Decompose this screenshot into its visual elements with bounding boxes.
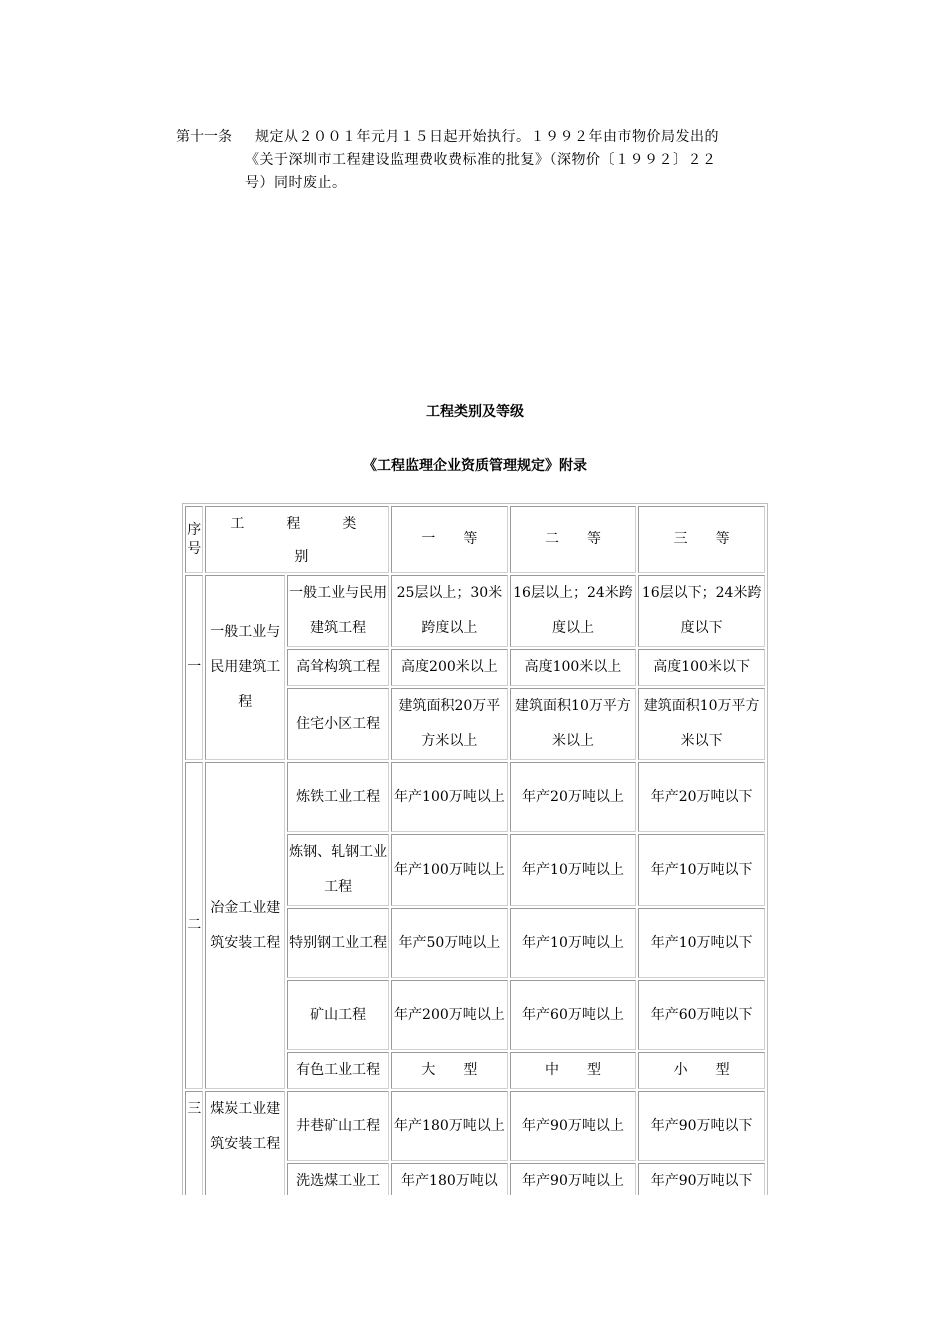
header-grade3: 三 等 <box>638 506 765 573</box>
grade1-cell: 大 型 <box>391 1052 507 1089</box>
header-grade2: 二 等 <box>510 506 637 573</box>
grade2-cell: 建筑面积10万平方米以上 <box>510 688 637 760</box>
grade3-cell: 年产10万吨以下 <box>638 834 765 906</box>
grade3-cell: 年产60万吨以下 <box>638 980 765 1050</box>
article-text-line1: 规定从２００１年元月１５日起开始执行。１９９２年由市物价局发出的 <box>255 129 719 145</box>
grade3-cell: 高度100米以下 <box>638 649 765 686</box>
table-row <box>185 762 765 832</box>
grade1-cell: 25层以上；30米跨度以上 <box>391 575 507 647</box>
grade2-cell: 年产10万吨以上 <box>510 908 637 978</box>
grade2-cell: 年产90万吨以上 <box>510 1091 637 1161</box>
grade2-cell: 年产90万吨以上 <box>510 1163 637 1195</box>
grade1-cell: 年产200万吨以上 <box>391 980 507 1050</box>
grade1-cell: 年产100万吨以上 <box>391 834 507 906</box>
group-name: 冶金工业建筑安装工程 <box>205 762 285 1089</box>
grade3-cell: 16层以下；24米跨度以下 <box>638 575 765 647</box>
article-label: 第十一条 <box>176 129 232 145</box>
grade1-cell: 年产180万吨以上 <box>391 1091 507 1161</box>
grade3-cell: 小 型 <box>638 1052 765 1089</box>
group-name: 一般工业与民用建筑工程 <box>205 575 285 760</box>
sub-category: 炼铁工业工程 <box>287 762 389 832</box>
table-row <box>185 575 765 647</box>
header-category: 工 程 类 别 <box>205 506 389 573</box>
grade2-cell: 年产20万吨以上 <box>510 762 637 832</box>
grade3-cell: 年产20万吨以下 <box>638 762 765 832</box>
grade1-cell: 高度200米以上 <box>391 649 507 686</box>
group-name: 煤炭工业建筑安装工程 <box>205 1091 285 1195</box>
sub-category: 一般工业与民用建筑工程 <box>287 575 389 647</box>
header-seq: 序 号 <box>185 506 203 573</box>
table-header-row <box>185 506 765 573</box>
grade3-cell: 年产90万吨以下 <box>638 1091 765 1161</box>
page-subtitle: 《工程监理企业资质管理规定》附录 <box>363 458 587 474</box>
sub-category: 井巷矿山工程 <box>287 1091 389 1161</box>
grade1-cell: 年产50万吨以上 <box>391 908 507 978</box>
group-number: 三 <box>185 1091 203 1195</box>
grade2-cell: 年产60万吨以上 <box>510 980 637 1050</box>
grade1-cell: 年产100万吨以上 <box>391 762 507 832</box>
grade3-cell: 年产10万吨以下 <box>638 908 765 978</box>
sub-category: 有色工业工程 <box>287 1052 389 1089</box>
grade2-cell: 年产10万吨以上 <box>510 834 637 906</box>
sub-category: 高耸构筑工程 <box>287 649 389 686</box>
sub-category: 矿山工程 <box>287 980 389 1050</box>
grade-table <box>182 503 768 1195</box>
grade1-cell: 年产180万吨以 <box>391 1163 507 1195</box>
sub-category: 洗选煤工业工 <box>287 1163 389 1195</box>
grade2-cell: 高度100米以上 <box>510 649 637 686</box>
grade1-cell: 建筑面积20万平方米以上 <box>391 688 507 760</box>
grade2-cell: 中 型 <box>510 1052 637 1089</box>
group-number: 二 <box>185 762 203 1089</box>
sub-category: 住宅小区工程 <box>287 688 389 760</box>
page-title: 工程类别及等级 <box>426 404 524 420</box>
grade3-cell: 建筑面积10万平方米以下 <box>638 688 765 760</box>
grade3-cell: 年产90万吨以下 <box>638 1163 765 1195</box>
group-number: 一 <box>185 575 203 760</box>
sub-category: 特别钢工业工程 <box>287 908 389 978</box>
article-text-line2: 《关于深圳市工程建设监理费收费标准的批复》（深物价〔１９９２〕２２ <box>245 152 717 168</box>
table-row <box>185 1091 765 1161</box>
article-text-line3: 号）同时废止。 <box>245 175 347 191</box>
article-eleven <box>176 126 776 195</box>
header-grade1: 一 等 <box>391 506 507 573</box>
sub-category: 炼钢、轧钢工业工程 <box>287 834 389 906</box>
grade2-cell: 16层以上；24米跨度以上 <box>510 575 637 647</box>
